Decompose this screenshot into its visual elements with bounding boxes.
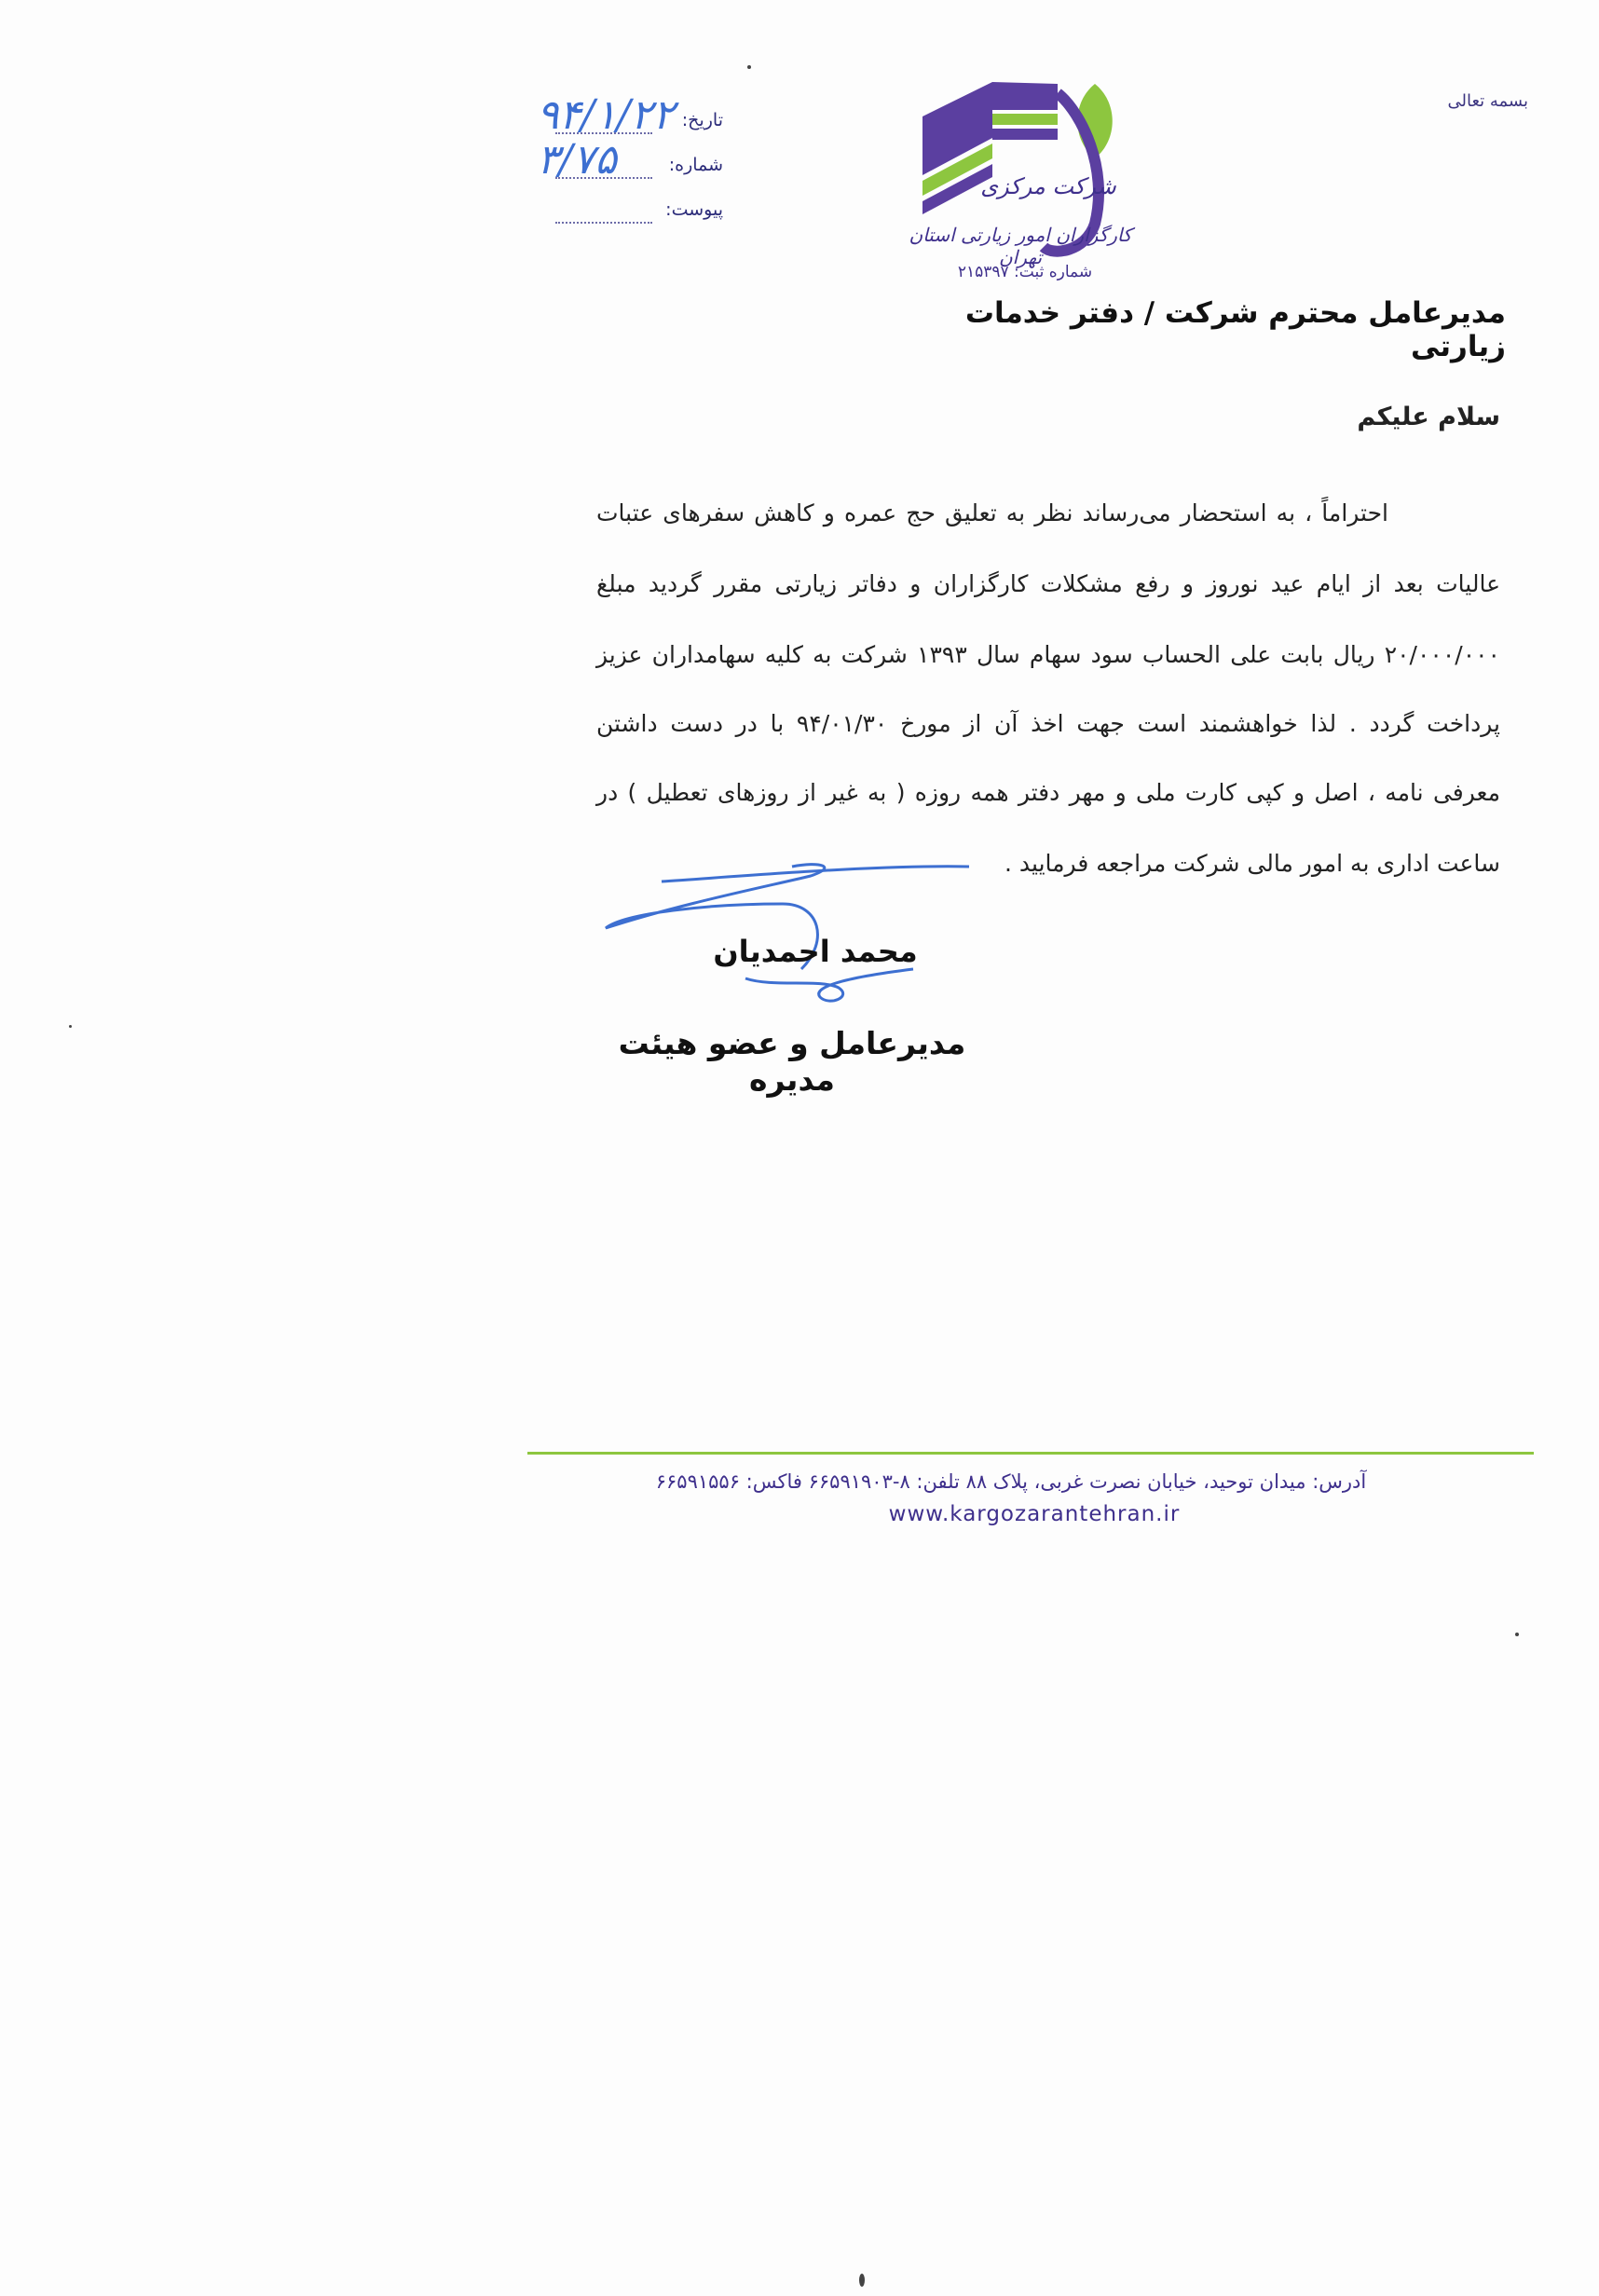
footer-address: آدرس: میدان توحید، خیابان نصرت غربی، پلاک ۸۸ تلفن: ۸-۶۶۵۹۱۹۰۳ فاکس: ۶۶۵۹۱۵۵۶	[655, 1470, 1367, 1493]
body-line: معرفی نامه ، اصل و کپی کارت ملی و مهر دفتر همه روزه ( به غیر از روزهای تعطیل ) در	[596, 779, 1500, 806]
greeting: سلام علیکم	[1357, 403, 1500, 431]
body-line: عالیات بعد از ایام عید نوروز و رفع مشکلات کارگزاران و دفاتر زیارتی مقرر گردید مبلغ	[596, 570, 1500, 597]
body-line: ۲۰/۰۰۰/۰۰۰ ریال بابت علی الحساب سود سهام سال ۱۳۹۳ شرکت به کلیه سهامداران عزیز	[596, 641, 1500, 668]
body-line: احتراماً ، به استحضار می‌رساند نظر به تعلیق حج عمره و کاهش سفرهای عتبات	[596, 499, 1388, 526]
company-name-line1: شرکت مرکزی	[980, 173, 1116, 199]
handwritten-number: ۳/۷۵	[537, 136, 617, 184]
company-name-line2: کارگزاران امور زیارتی استان تهران	[909, 224, 1132, 268]
date-label: تاریخ:	[681, 110, 723, 130]
body-line: ساعت اداری به امور مالی شرکت مراجعه فرمایید .	[1004, 850, 1500, 877]
footer-website: www.kargozarantehran.ir	[888, 1502, 1181, 1526]
attachment-label: پیوست:	[665, 199, 723, 220]
addressee: مدیرعامل محترم شرکت / دفتر خدمات زیارتی	[964, 296, 1506, 363]
signer-title: مدیرعامل و عضو هیئت مدیره	[618, 1025, 966, 1098]
footer-divider	[527, 1452, 1534, 1455]
handwritten-date: ۹۴/۱/۲۲	[537, 91, 675, 139]
attachment-field	[550, 194, 736, 229]
number-field	[537, 136, 736, 184]
handwritten-signature	[596, 839, 1016, 1025]
scan-speck	[1515, 1633, 1519, 1636]
signer-name: محمد احمدیان	[713, 934, 918, 969]
body-line: پرداخت گردد . لذا خواهشمند است جهت اخذ آن از مورخ ۹۴/۰۱/۳۰ با در دست داشتن	[596, 710, 1501, 737]
invocation-text: بسمه تعالی	[1447, 91, 1528, 111]
scan-speck	[747, 65, 751, 69]
scan-speck	[859, 2274, 865, 2287]
registration-number: شماره ثبت: ۲۱۵۳۹۷	[957, 263, 1093, 281]
number-label: شماره:	[668, 155, 723, 175]
scan-speck	[69, 1025, 72, 1028]
date-field	[537, 91, 736, 140]
